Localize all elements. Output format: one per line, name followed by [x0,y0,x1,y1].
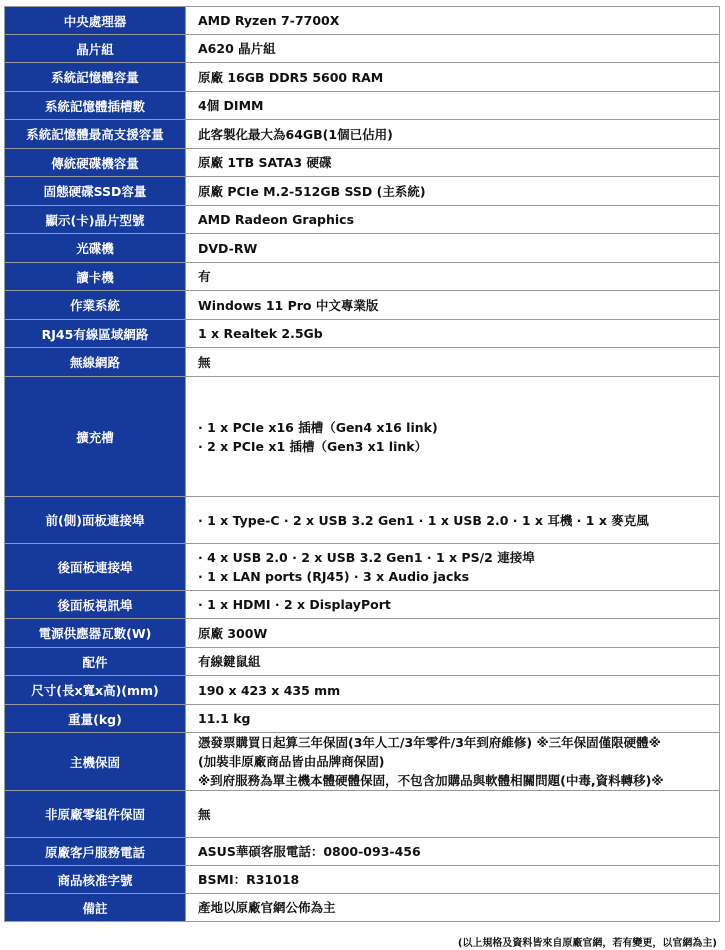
spec-value [186,648,720,676]
spec-value [186,7,720,35]
spec-value-line: · 2 x PCIe x1 插槽（Gen3 x1 link） [198,438,428,454]
spec-value [186,149,720,177]
spec-value [186,320,720,348]
spec-value-line: A620 晶片組 [198,41,276,56]
spec-label: 電源供應器瓦數(W) [5,619,186,648]
spec-row [5,263,720,291]
spec-value-line: Windows 11 Pro 中文專業版 [198,297,379,313]
spec-value-line: 此客製化最大為64GB(1個已佔用) [198,126,393,142]
spec-value-line: 有線鍵鼠組 [198,654,261,669]
spec-value-line: ASUS華碩客服電話：0800-093-456 [198,844,421,859]
spec-value-line: 原廠 PCIe M.2-512GB SSD (主系統) [198,183,426,199]
spec-label: 主機保固 [5,733,186,791]
spec-value-line: 原廠 1TB SATA3 硬碟 [198,155,332,170]
spec-label: 晶片組 [5,35,186,63]
spec-row [5,676,720,705]
spec-value-line: AMD Ryzen 7-7700X [198,13,340,28]
spec-value-line: 190 x 423 x 435 mm [198,682,341,698]
spec-label: 系統記憶體容量 [5,63,186,92]
spec-value-line: · 1 x Type-C · 2 x USB 3.2 Gen1 · 1 x USB 2.0 · 1 x 耳機 · 1 x 麥克風 [198,512,649,528]
spec-value-line: 無 [198,806,211,822]
spec-row [5,120,720,149]
spec-value [186,733,720,791]
spec-row [5,35,720,63]
spec-value [186,705,720,733]
spec-row [5,377,720,497]
spec-label: 配件 [5,648,186,676]
spec-value [186,63,720,92]
spec-label: 商品核准字號 [5,866,186,894]
spec-row [5,63,720,92]
spec-row [5,234,720,263]
spec-value-line: 無 [198,354,211,370]
spec-value-line: 原廠 16GB DDR5 5600 RAM [198,69,384,85]
spec-value [186,348,720,377]
spec-table-body [5,7,720,922]
spec-value-line: (加裝非原廠商品皆由品牌商保固) [198,754,385,769]
spec-label: 固態硬碟SSD容量 [5,177,186,206]
spec-label: RJ45有線區域網路 [5,320,186,348]
spec-value-line: · 1 x PCIe x16 插槽（Gen4 x16 link) [198,419,438,435]
spec-row [5,149,720,177]
spec-label: 無線網路 [5,348,186,377]
spec-row [5,348,720,377]
spec-label: 尺寸(長x寬x高)(mm) [5,676,186,705]
spec-value [186,838,720,866]
spec-label: 原廠客戶服務電話 [5,838,186,866]
spec-value [186,619,720,648]
spec-row [5,497,720,544]
spec-value-line: ※到府服務為單主機本體硬體保固，不包含加購品與軟體相關問題(中毒,資料轉移)※ [198,773,664,788]
spec-value-line: · 4 x USB 2.0 · 2 x USB 3.2 Gen1 · 1 x PS/2 連接埠 [198,550,535,565]
spec-value [186,866,720,894]
spec-row [5,894,720,922]
spec-table [4,6,720,922]
spec-label: 擴充槽 [5,377,186,497]
spec-value [186,177,720,206]
spec-row [5,7,720,35]
spec-row [5,619,720,648]
spec-value-line: AMD Radeon Graphics [198,212,355,227]
spec-value-line: 11.1 kg [198,711,251,726]
spec-row [5,291,720,320]
spec-value [186,676,720,705]
spec-row [5,92,720,120]
spec-row [5,320,720,348]
spec-value-line: 原廠 300W [198,625,268,641]
spec-value-line: 4個 DIMM [198,98,264,113]
spec-label: 後面板視訊埠 [5,591,186,619]
spec-value-line: DVD-RW [198,240,258,256]
spec-value [186,120,720,149]
spec-label: 非原廠零組件保固 [5,791,186,838]
spec-row [5,838,720,866]
spec-value [186,544,720,591]
spec-value-line: 有 [198,269,211,284]
spec-value-line: 憑發票購買日起算三年保固(3年人工/3年零件/3年到府維修) ※三年保固僅限硬體※ [198,735,661,750]
spec-row [5,866,720,894]
spec-value [186,234,720,263]
spec-value-line: · 1 x LAN ports (RJ45) · 3 x Audio jacks [198,569,470,584]
spec-row [5,544,720,591]
spec-row [5,206,720,234]
spec-value [186,92,720,120]
spec-label: 系統記憶體插槽數 [5,92,186,120]
spec-label: 重量(kg) [5,705,186,733]
spec-row [5,177,720,206]
spec-value [186,377,720,497]
spec-row [5,733,720,791]
spec-value [186,497,720,544]
spec-row [5,591,720,619]
spec-value [186,894,720,922]
spec-label: 前(側)面板連接埠 [5,497,186,544]
spec-label: 系統記憶體最高支援容量 [5,120,186,149]
spec-value-line: BSMI：R31018 [198,872,300,887]
spec-label: 顯示(卡)晶片型號 [5,206,186,234]
spec-value [186,791,720,838]
spec-value [186,263,720,291]
spec-label: 作業系統 [5,291,186,320]
spec-value-line: 產地以原廠官網公佈為主 [198,900,336,915]
spec-label: 備註 [5,894,186,922]
footnote: (以上規格及資料皆來自原廠官網，若有變更，以官網為主) [457,938,717,949]
spec-row [5,791,720,838]
spec-label: 讀卡機 [5,263,186,291]
spec-label: 中央處理器 [5,7,186,35]
spec-value-line: 1 x Realtek 2.5Gb [198,326,323,341]
spec-value [186,206,720,234]
spec-value [186,291,720,320]
spec-value [186,591,720,619]
spec-label: 傳統硬碟機容量 [5,149,186,177]
spec-value [186,35,720,63]
spec-label: 後面板連接埠 [5,544,186,591]
spec-row [5,648,720,676]
spec-label: 光碟機 [5,234,186,263]
spec-row [5,705,720,733]
spec-value-line: · 1 x HDMI · 2 x DisplayPort [198,597,391,612]
